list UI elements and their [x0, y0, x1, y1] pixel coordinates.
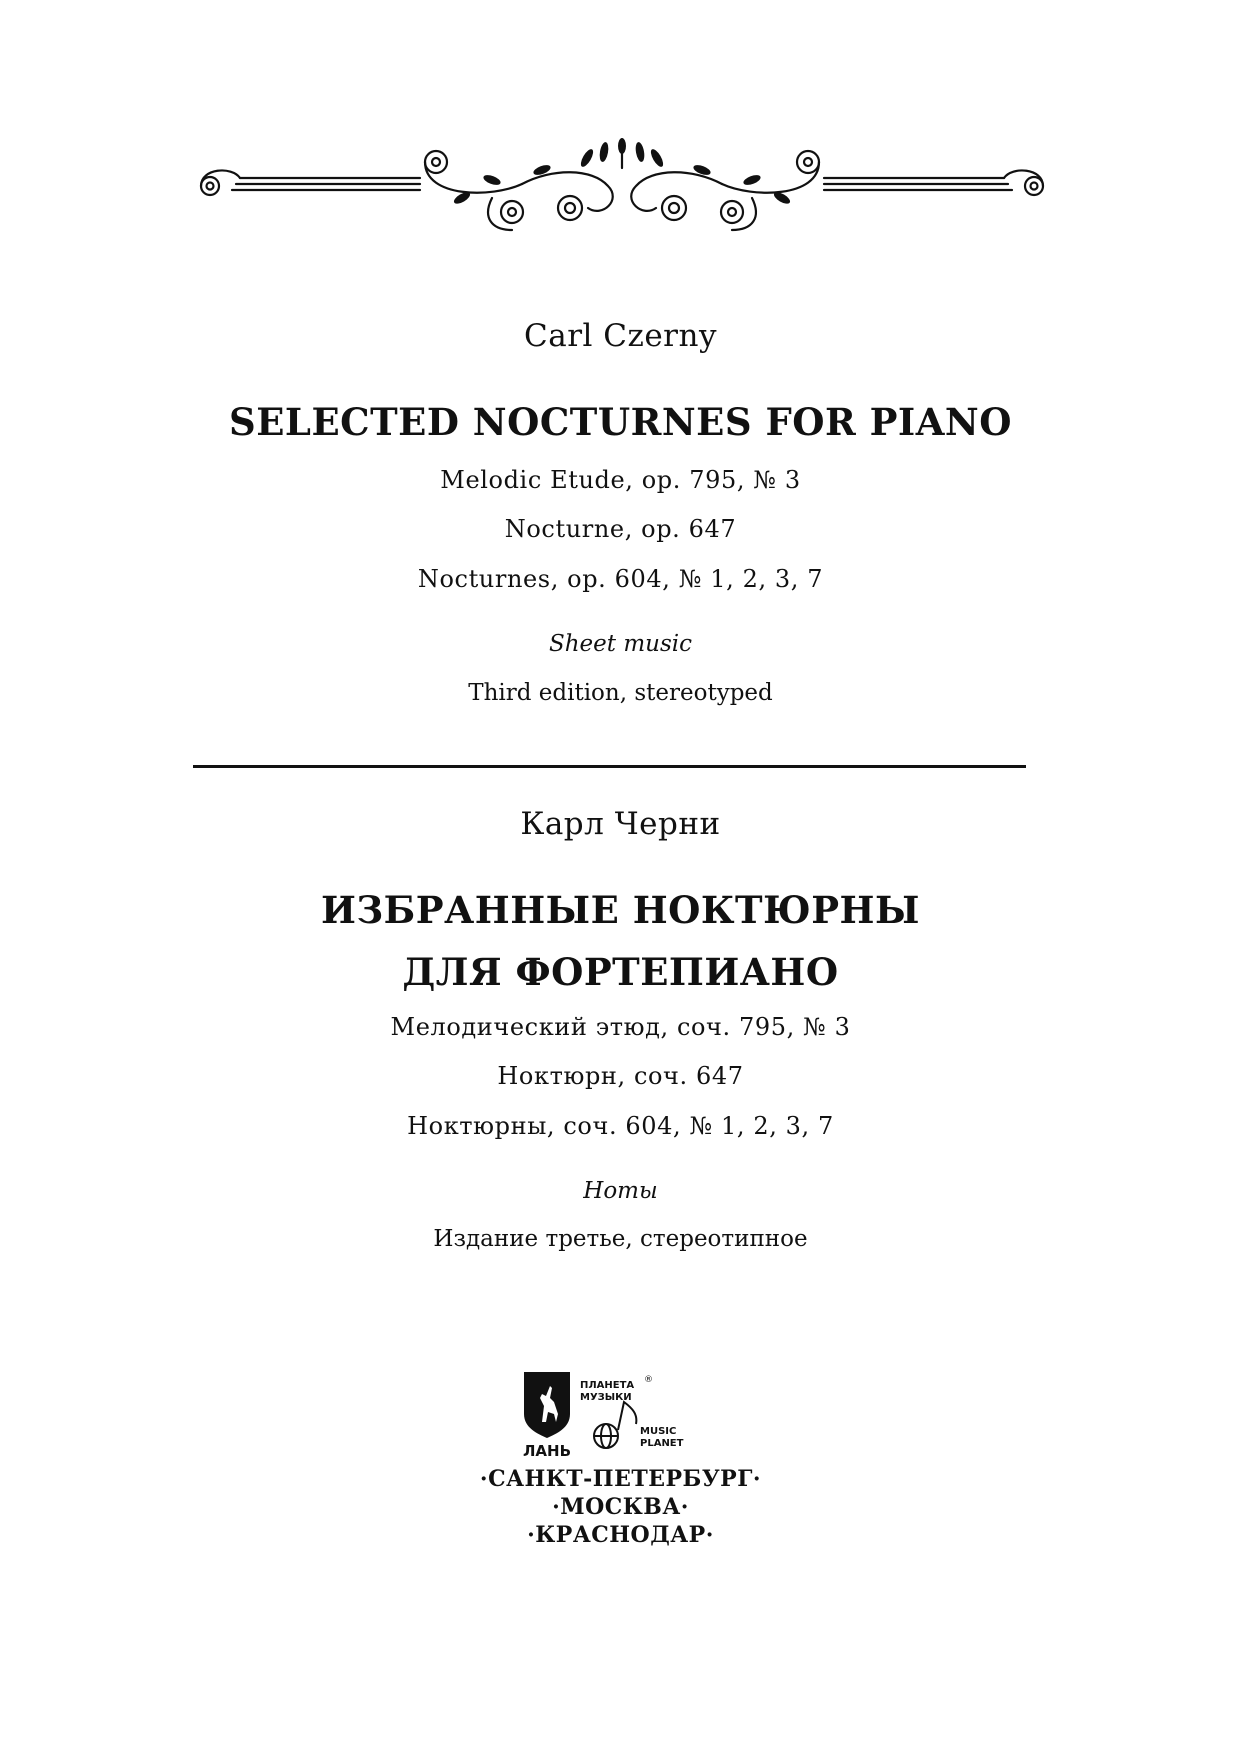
- svg-text:ПЛАНЕТА: ПЛАНЕТА: [580, 1380, 635, 1391]
- globe-note-icon: [594, 1402, 636, 1448]
- title-en: SELECTED NOCTURNES FOR PIANO: [229, 400, 1012, 444]
- title-ru-line-2: ДЛЯ ФОРТЕПИАНО: [402, 950, 839, 994]
- work-item-en: Melodic Etude, op. 795, № 3: [440, 466, 801, 494]
- work-item-ru: Ноктюрн, соч. 647: [497, 1062, 744, 1090]
- svg-text:МУЗЫКИ: МУЗЫКИ: [580, 1392, 632, 1403]
- city-krasnodar: ·КРАСНОДАР·: [527, 1522, 714, 1548]
- svg-text:ЛАНЬ: ЛАНЬ: [522, 1442, 572, 1460]
- work-item-en: Nocturnes, op. 604, № 1, 2, 3, 7: [417, 565, 824, 593]
- genre-en: Sheet music: [548, 631, 692, 657]
- city-moscow: ·МОСКВА·: [552, 1494, 689, 1520]
- section-divider: [193, 765, 1026, 768]
- city-saint-petersburg: ·САНКТ-ПЕТЕРБУРГ·: [479, 1466, 762, 1492]
- svg-text:PLANET: PLANET: [640, 1438, 684, 1449]
- author-name-en: Carl Czerny: [524, 318, 717, 354]
- svg-text:®: ®: [644, 1375, 653, 1385]
- edition-ru: Издание третье, стереотипное: [433, 1226, 808, 1252]
- work-item-en: Nocturne, op. 647: [504, 515, 737, 543]
- floral-ornament-icon: [192, 138, 1052, 234]
- deer-icon: [524, 1372, 570, 1438]
- genre-ru: Ноты: [583, 1178, 658, 1204]
- svg-text:MUSIC: MUSIC: [640, 1426, 677, 1437]
- title-ru-line-1: ИЗБРАННЫЕ НОКТЮРНЫ: [321, 888, 920, 932]
- work-item-ru: Мелодический этюд, соч. 795, № 3: [390, 1013, 851, 1041]
- publisher-logo: [520, 1368, 720, 1460]
- edition-en: Third edition, stereotyped: [468, 680, 773, 706]
- work-item-ru: Ноктюрны, соч. 604, № 1, 2, 3, 7: [407, 1112, 834, 1140]
- author-name-ru: Карл Черни: [520, 806, 721, 842]
